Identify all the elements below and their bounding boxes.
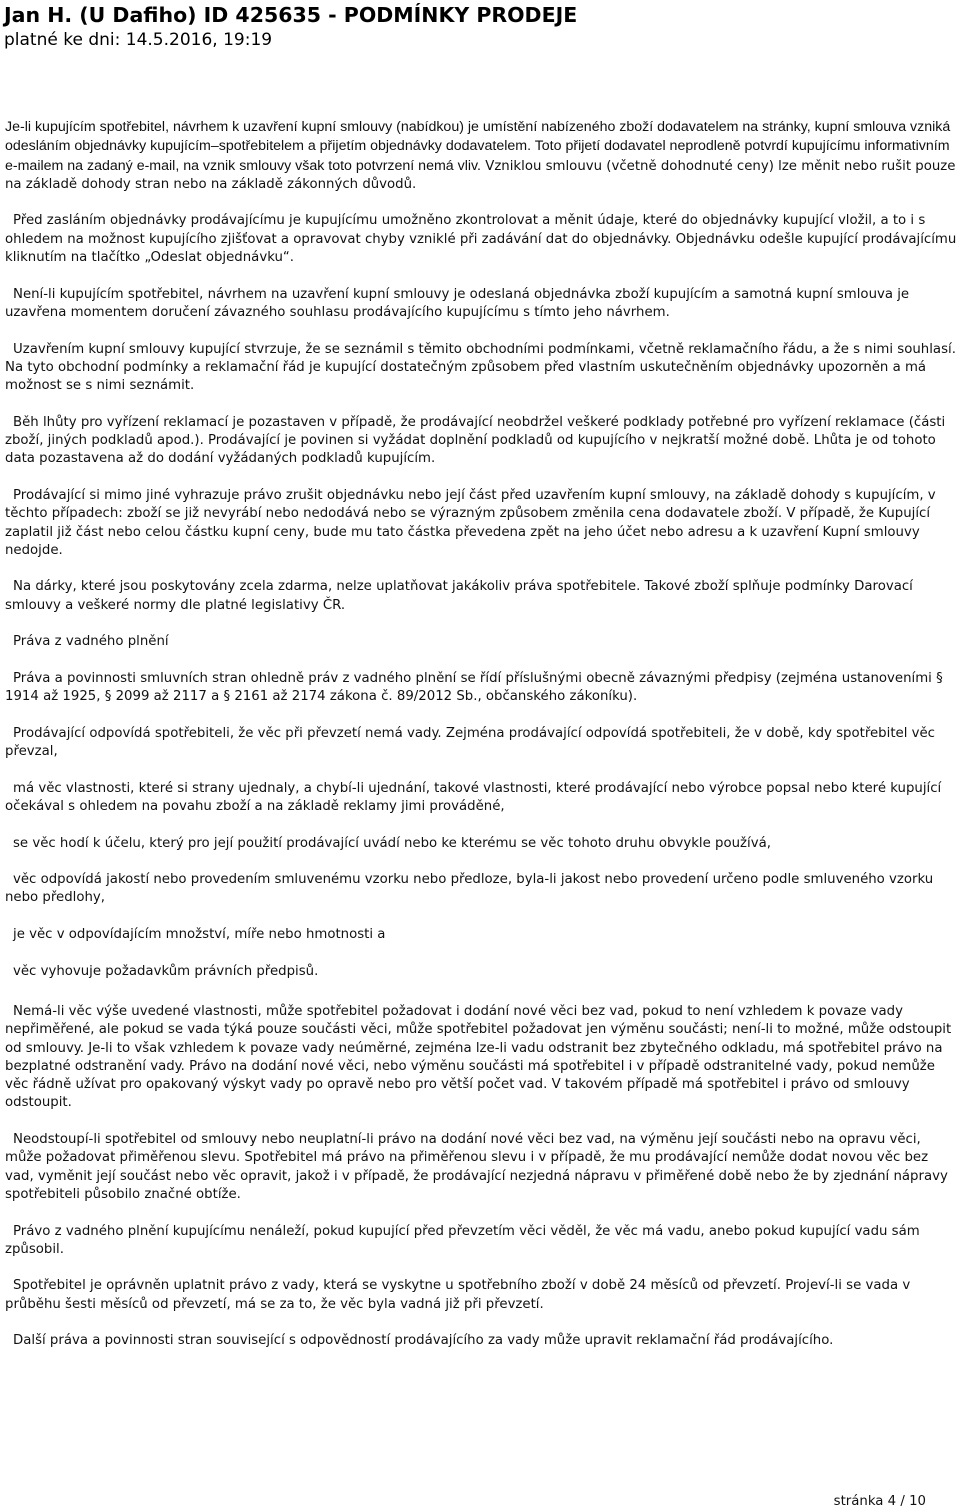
paragraph-no-claim <box>5 1223 957 1260</box>
paragraph-text: Neodstoupí-li spotřebitel od smlouvy nebo neuplatní-li právo na dodání nové věci bez vad, na výměnu její součásti nebo na opravu věci, může požadovat přiměřenou slevu. Spotřebitel má právo na přiměřenou slevu i v případě, že mu prodávající nemůže dodat novou věc bez vad, vyměnit její součást nebo věc opravit, jakož i v případě, že prodávající nezjedná nápravu v přiměřené době nebo že by zjednání nápravy spotřebiteli působilo značné obtíže. <box>5 1132 948 1202</box>
paragraph-condition-quantity <box>5 926 957 944</box>
paragraph-condition-purpose <box>5 835 957 853</box>
paragraph-seller-liability <box>5 725 957 762</box>
paragraph-complaint-rules <box>5 1332 957 1350</box>
paragraph-complaint-period <box>5 414 957 469</box>
paragraph-text: Prodávající si mimo jiné vyhrazuje právo zrušit objednávku nebo její část před uzavřením kupní smlouvy, na základě dohody s kupujícím, v těchto případech: zboží se již nevyrábí nebo nedodává nebo se výrazným způsobem změnila cena dodavatele zboží. V případě, že Kupující zaplatil již část nebo celou částku kupní ceny, bude mu tato částka převedena zpět na jeho účet nebo adresu a k uzavření Kupní smlouvy nedojde. <box>5 487 936 558</box>
paragraph-text: Nemá-li věc výše uvedené vlastnosti, může spotřebitel požadovat i dodání nové věci bez vad, pokud to není vzhledem k povaze vady nepřiměřené, ale pokud se vada týká pouze součásti věci, může spotřebitel požadovat jen výměnu součásti; není-li to možné, může odstoupit od smlouvy. Je-li to však vzhledem k povaze vady neúměrné, zejména lze-li vadu odstranit bez zbytečného odkladu, má spotřebitel právo na bezplatné odstranění vady. Právo na dodání nové věci, nebo výměnu součásti má spotřebitel i v případě odstranitelné vady, pokud nemůže věc řádně užívat pro opakovaný výskyt vady po opravě nebo pro větší počet vad. V takovém případě má spotřebitel i právo od smlouvy odstoupit. <box>5 1003 952 1111</box>
page-number: stránka 4 / 10 <box>833 1494 926 1509</box>
paragraph-text: věc vyhovuje požadavkům právních předpisů. <box>13 963 319 979</box>
paragraph-claim-period <box>5 1277 957 1314</box>
document-body <box>5 118 957 1369</box>
paragraph-text: Na dárky, které jsou poskytovány zcela zdarma, nelze uplatňovat jakákoliv práva spotřebitele. Takové zboží splňuje podmínky Darovací smlouvy a veškeré normy dle platné legislativy ČR. <box>5 579 913 613</box>
paragraph-condition-properties <box>5 780 957 817</box>
paragraph-order-cancellation <box>5 487 957 560</box>
paragraph-price-discount <box>5 1131 957 1204</box>
paragraph-text: Práva z vadného plnění <box>13 634 169 650</box>
paragraph-legal-basis <box>5 670 957 707</box>
document-valid-date: platné ke dni: 14.5.2016, 19:19 <box>4 30 273 50</box>
paragraph-text: se věc hodí k účelu, který pro její použití prodávající uvádí nebo ke kterému se věc tohoto druhu obvykle používá, <box>13 835 771 851</box>
section-heading-defective-performance <box>5 633 957 651</box>
paragraph-non-consumer <box>5 286 957 323</box>
paragraph-condition-sample <box>5 871 957 908</box>
paragraph-text: věc odpovídá jakostí nebo provedením smluvenému vzorku nebo předloze, byla-li jakost nebo provedení určeno podle smluveného vzorku nebo předlohy, <box>5 872 934 906</box>
document-header <box>4 2 954 51</box>
paragraph-text: Není-li kupujícím spotřebitel, návrhem na uzavření kupní smlouvy je odeslaná objednávka zboží kupujícím a samotná kupní smlouva je uzavřena momentem doručení závazného souhlasu prodávajícího kupujícímu s tímto jeho návrhem. <box>5 286 910 320</box>
paragraph-text: Vzniklou smlouvu (včetně dohodnuté ceny) lze měnit nebo rušit pouze na základě dohody stran nebo na základě zákonných důvodů. <box>5 158 956 192</box>
paragraph-contract-formation <box>5 118 957 194</box>
paragraph-text: je věc v odpovídajícím množství, míře nebo hmotnosti a <box>13 927 386 943</box>
paragraph-text: Uzavřením kupní smlouvy kupující stvrzuje, že se seznámil s těmito obchodními podmínkami, včetně reklamačního řádu, a že s nimi souhlasí. Na tyto obchodní podmínky a reklamační řád je kupující dostatečným způsobem před vlastním uskutečněním objednávky upozorněn a má možnost se s nimi seznámit. <box>5 341 956 394</box>
paragraph-text: Práva a povinnosti smluvních stran ohledně práv z vadného plnění se řídí příslušnými obecně závaznými předpisy (zejména ustanoveními § 1914 až 1925, § 2099 až 2117 a § 2161 až 2174 zákona č. 89/2012 Sb., občanského zákoníku). <box>5 670 943 705</box>
paragraph-text: Právo z vadného plnění kupujícímu nenáleží, pokud kupující před převzetím věci věděl, že věc má vadu, anebo pokud kupující vadu sám způsobil. <box>5 1223 920 1257</box>
paragraph-order-review <box>5 212 957 267</box>
paragraph-text: Prodávající odpovídá spotřebiteli, že věc při převzetí nemá vady. Zejména prodávající odpovídá spotřebiteli, že v době, kdy spotřebitel věc převzal, <box>5 725 935 760</box>
paragraph-condition-regulations <box>5 963 957 981</box>
paragraph-text: Spotřebitel je oprávněn uplatnit právo z vady, která se vyskytne u spotřebního zboží v době 24 měsíců od převzetí. Projeví-li se vada v průběhu šesti měsíců od převzetí, má se za to, že věc byla vadná již při převzetí. <box>5 1278 911 1312</box>
paragraph-text: Je-li kupujícím spotřebitel, návrhem k uzavření kupní smlouvy (nabídkou) je umístění nabízeného zboží dodavatelem na stránky, kupní smlouva vzniká odesláním objednávky kupujícím–spotřebitelem a přijetím objednávky dodavatelem. Toto přijetí dodavatel neprodleně potvrdí kupujícímu informativním e-mailem na zadaný e-mail, na vznik smlouvy však toto potvrzení nemá vliv. <box>5 119 951 174</box>
paragraph-gifts <box>5 578 957 615</box>
paragraph-text: Běh lhůty pro vyřízení reklamací je pozastaven v případě, že prodávající neobdržel veškeré podklady potřebné pro vyřízení reklamace (části zboží, jiných podkladů apod.). Prodávající je povinen si vyžádat doplnění podkladů od kupujícího v nejkratší možné době. Lhůta je od tohoto data pozastavena až do dodání vyžádaných podkladů kupujícím. <box>5 414 946 467</box>
paragraph-text: Před zasláním objednávky prodávajícímu je kupujícímu umožněno zkontrolovat a měnit údaje, které do objednávky kupující vložil, a to i s ohledem na možnost kupujícího zjišťovat a opravovat chyby vzniklé při zadávání dat do objednávky. Objednávku odešle kupující prodávajícímu kliknutím na tlačítko „Odeslat objednávku“. <box>5 213 957 266</box>
paragraph-terms-acceptance <box>5 341 957 396</box>
paragraph-text: má věc vlastnosti, které si strany ujednaly, a chybí-li ujednání, takové vlastnosti, které prodávající nebo výrobce popsal nebo které kupující očekával s ohledem na povahu zboží a na základě reklamy jimi prováděné, <box>5 780 942 814</box>
paragraph-text: Další práva a povinnosti stran související s odpovědností prodávajícího za vady může upravit reklamační řád prodávajícího. <box>13 1333 834 1349</box>
paragraph-consumer-remedies <box>5 1003 957 1113</box>
document-title: Jan H. (U Dafiho) ID 425635 - PODMÍNKY PRODEJE <box>4 3 578 27</box>
